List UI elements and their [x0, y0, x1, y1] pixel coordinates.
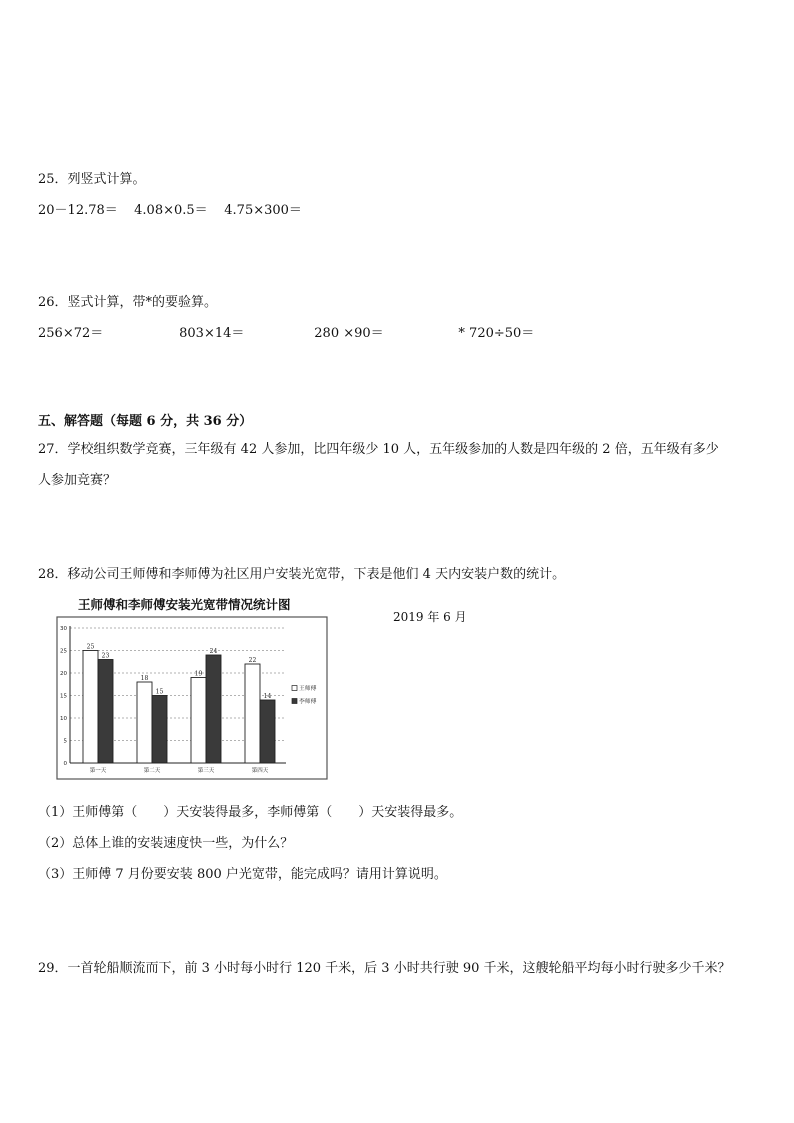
- q26-title: 26．竖式计算，带*的要验算。: [38, 295, 218, 310]
- section-heading: 五、解答题（每题 6 分，共 36 分）: [38, 414, 253, 429]
- chart-title: 王师傅和李师傅安装光宽带情况统计图: [78, 597, 291, 612]
- bar: [83, 651, 98, 764]
- q28-sub3: （3）王师傅 7 月份要安装 800 户光宽带，能完成吗？请用计算说明。: [38, 867, 447, 882]
- y-tick-label: 30: [60, 626, 67, 632]
- x-tick-label: 第一天: [89, 768, 107, 774]
- bar: [245, 664, 260, 763]
- y-tick-label: 15: [60, 693, 67, 700]
- y-tick-label: 0: [63, 761, 67, 767]
- q28-sub1: （1）王师傅第（ ）天安装得最多，李师傅第（ ）天安装得最多。: [38, 805, 463, 820]
- legend-label: 李师傅: [299, 699, 317, 705]
- q25-item-2: 4.08×0.5＝: [134, 203, 208, 218]
- x-tick-label: 第三天: [197, 768, 215, 774]
- q27-line-2: 人参加竞赛？: [38, 473, 117, 488]
- y-tick-label: 25: [60, 648, 67, 655]
- bar-value-label: 22: [248, 657, 257, 664]
- chart-bars: [83, 644, 275, 764]
- x-tick-label: 第二天: [143, 768, 161, 774]
- x-tick-label: 第四天: [251, 768, 269, 774]
- bar-chart: [56, 616, 328, 780]
- bar-value-label: 24: [209, 648, 218, 655]
- bar: [206, 655, 221, 763]
- bar-value-label: 23: [101, 652, 110, 660]
- bar: [191, 678, 206, 764]
- chart-legend: [292, 684, 317, 705]
- y-tick-label: 10: [60, 716, 67, 722]
- legend-label: 王师傅: [299, 686, 317, 692]
- q26-item-2: 803×14＝: [179, 326, 245, 341]
- q25-title: 25．列竖式计算。: [38, 172, 146, 187]
- q27-line-1: 27．学校组织数学竞赛，三年级有 42 人参加，比四年级少 10 人，五年级参加的人数是四年级的 2 倍，五年级有多少: [38, 442, 719, 457]
- q26-item-3: 280 ×90＝: [314, 326, 384, 341]
- bar-value-label: 25: [86, 643, 95, 651]
- legend-swatch: [292, 699, 297, 704]
- q25-item-3: 4.75×300＝: [224, 203, 302, 218]
- bar-value-label: 14: [263, 693, 272, 700]
- bar: [260, 700, 275, 763]
- bar: [98, 660, 113, 764]
- bar-value-label: 18: [140, 675, 149, 682]
- q26-item-1: 256×72＝: [38, 326, 104, 341]
- q29-text: 29．一首轮船顺流而下，前 3 小时每小时行 120 千米，后 3 小时共行驶 90 千米，这艘轮船平均每小时行驶多少千米？: [38, 961, 731, 976]
- q25-item-1: 20－12.78＝: [38, 203, 118, 218]
- q28-sub2: （2）总体上谁的安装速度快一些，为什么？: [38, 836, 294, 851]
- y-tick-label: 20: [60, 671, 67, 677]
- q28-intro: 28．移动公司王师傅和李师傅为社区用户安装光宽带，下表是他们 4 天内安装户数的统计。: [38, 567, 566, 582]
- q26-calcs: [38, 322, 534, 341]
- q26-item-4: * 720÷50＝: [458, 326, 535, 341]
- bar: [137, 682, 152, 763]
- legend-swatch: [292, 686, 297, 691]
- q25-calcs: [38, 199, 302, 218]
- bar-value-label: 15: [155, 688, 164, 696]
- y-tick-label: 5: [63, 738, 67, 745]
- bar: [152, 696, 167, 764]
- chart-date: 2019 年 6 月: [393, 610, 467, 624]
- bar-value-label: 19: [194, 670, 203, 678]
